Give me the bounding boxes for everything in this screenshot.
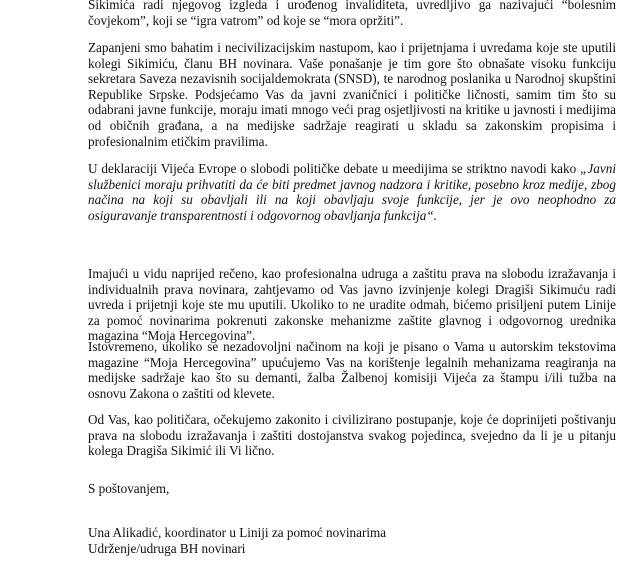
paragraph-criticism: Zapanjeni smo bahatim i necivilizacijskim nastupom, kao i prijetnjama i uvredama koje ste uputili kolegi Sikimiću, članu BH novinara. Vaše ponašanje je tim gore što obnašate visoku funkciju sekretara Saveza nezavisnih socijaldemokrata (SNSD), te narodnog poslanika u Narodnoj skupštini Republike Srpske. Podsjećamo Vas da javni zvaničnici i političke ličnosti, samim tim što su odabrani javne funkcije, moraju imati mnogo veći prag osjetljivosti na kritike u javnosti i medijima od običnih građana, a na medijske sadržaje reagirati u skladu sa zakonskim propisima i profesionalnim etičkim pravilima. bbox=[88, 40, 616, 149]
paragraph-demand: Imajući u vidu naprijed rečeno, kao profesionalna udruga a zaštitu prava na slobodu izražavanja i individualnih prava novinara, zahtjevamo od Vas javno izvinjenje kolegi Dragiši Sikimuću radi uvreda i prijetnji koje ste mu uputili. Ukoliko to ne uradite odmah, bićemo prisiljeni putem Linije za pomoć novinarima pokrenuti zakonske mehanizme zaštite glavnog i odgovornog urednika magazina “Moja Hercegovina”. bbox=[88, 266, 616, 344]
paragraph-intro-continuation: Sikimića radi njegovog izgleda i urođenog invaliditeta, uvredljivo ga nazivajući “bolesnim čovjekom”, koji se “igra vatrom” od koje se “mora opržiti”. bbox=[88, 0, 616, 28]
paragraph-declaration bbox=[88, 161, 616, 223]
declaration-intro: U deklaraciji Vijeća Evrope o slobodi političke debate u meedijima se striktno navodi kako bbox=[88, 161, 577, 176]
signature-organization: Udrženje/udruga BH novinari bbox=[88, 541, 246, 556]
closing-salutation: S poštovanjem, bbox=[88, 481, 170, 496]
paragraph-expectation: Od Vas, kao političara, očekujemo zakonito i civilizirano postupanje, koje će doprinijeti poštivanju prava na slobodu izražavanja i zaštiti dostojanstva svakog pojedinca, svejedno da li je u pitanju kolega Dragiša Sikimić ili Vi lično. bbox=[88, 412, 616, 459]
signature-name: Una Alikadić, koordinator u Liniji za pomoć novinarima bbox=[88, 525, 387, 540]
paragraph-legal-mechanisms: Istovremeno, ukoliko se nezadovoljni načinom na koji je pisano o Vama u autorskim tekstovima magazine “Moja Hercegovina” upućujemo Vas na korištenje legalnih mehanizama reagiranja na medijske sadržaje kao što su demanti, žalba Žalbenoj komisiji Vijeća za štampu i/ili tužba na osnovu Zakona o zaštiti od klevete. bbox=[88, 339, 616, 401]
declaration-quote: „Javni službenici moraju prihvatiti da će biti predmet javnog nadzora i kritike, posebno kroz medije, zbog načina na koji su obavljali ili na koji obavljaju svoje funkcije, jer je ovo neophodno za osiguravanje transparentnosti i odgovornog obavljanja funkcija“. bbox=[88, 161, 616, 223]
